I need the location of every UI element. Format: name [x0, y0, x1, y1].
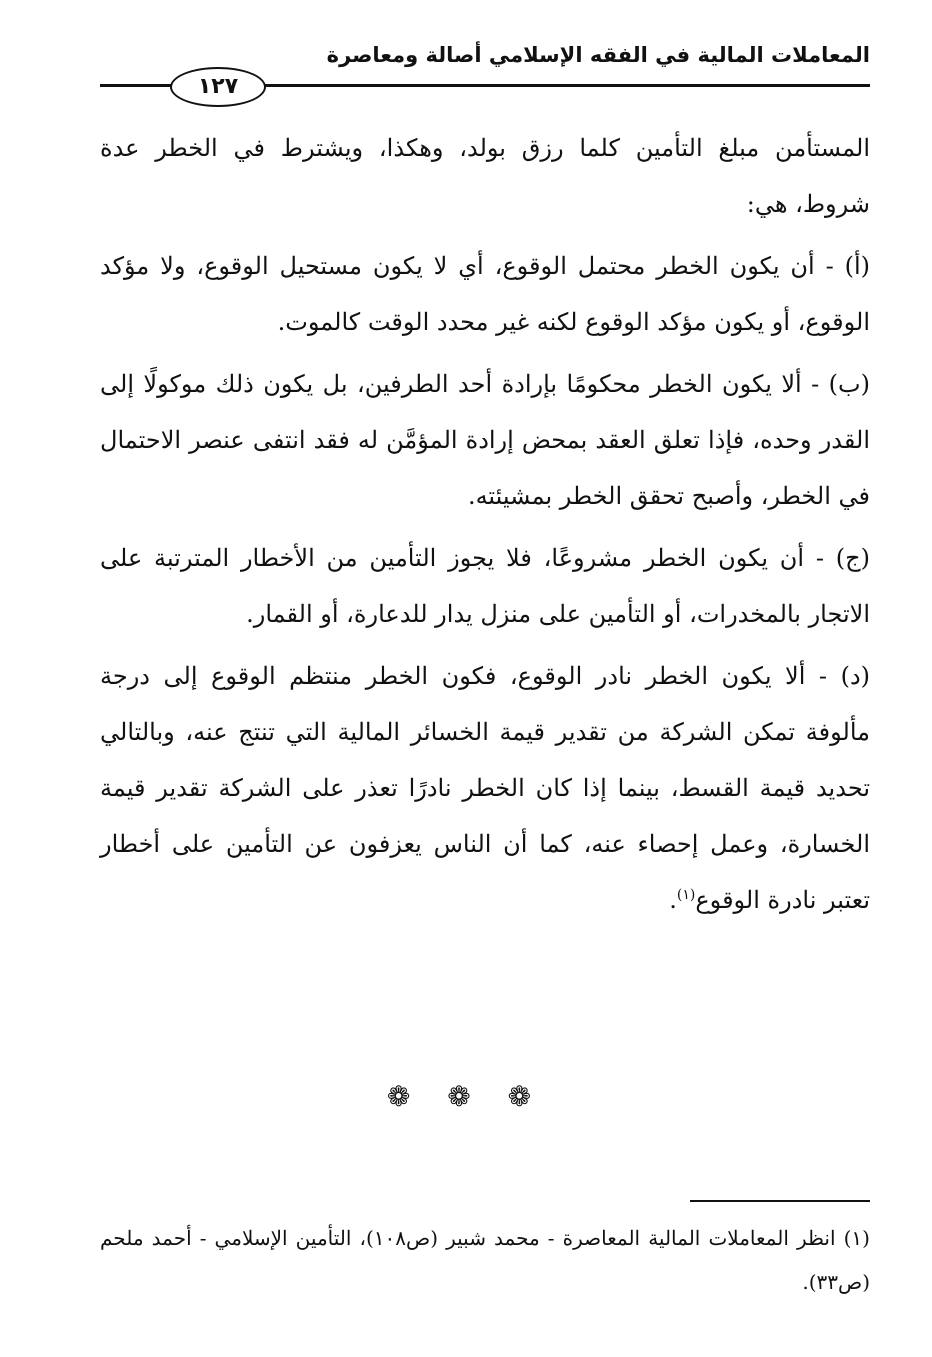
- page-header: [100, 40, 870, 99]
- section-separator-ornaments: ❁ ❁ ❁: [386, 1080, 546, 1113]
- running-title: المعاملات المالية في الفقه الإسلامي أصالة ومعاصرة: [326, 43, 870, 67]
- main-text: [100, 120, 870, 934]
- paragraph-condition-b: (ب) - ألا يكون الخطر محكومًا بإرادة أحد الطرفين، بل يكون ذلك موكولًا إلى القدر وحده، فإذا تعلق العقد بمحض إرادة المؤمَّن له فقد انتفى عنصر الاحتمال في الخطر، وأصبح تحقق الخطر بمشيئته.: [100, 370, 871, 510]
- paragraph-condition-c: (ج) - أن يكون الخطر مشروعًا، فلا يجوز التأمين من الأخطار المترتبة على الاتجار بالمخدرات، أو التأمين على منزل يدار للدعارة، أو القمار.: [100, 544, 870, 628]
- paragraph-condition-a: (أ) - أن يكون الخطر محتمل الوقوع، أي لا يكون مستحيل الوقوع، ولا مؤكد الوقوع، أو يكون مؤكد الوقوع لكنه غير محدد الوقت كالموت.: [100, 252, 870, 336]
- paragraph-end-period: .: [669, 886, 677, 914]
- paragraph-intro: المستأمن مبلغ التأمين كلما رزق بولد، وهكذا، ويشترط في الخطر عدة شروط، هي:: [100, 134, 870, 218]
- footnote-1: (١) انظر المعاملات المالية المعاصرة - محمد شبير (ص١٠٨)، التأمين الإسلامي - أحمد ملحم (ص٣٣).: [100, 1226, 870, 1294]
- page-number: ١٢٧: [170, 67, 266, 107]
- footnote-reference[interactable]: (١): [676, 887, 696, 903]
- footnotes: [100, 1216, 870, 1304]
- footnote-rule: [690, 1200, 870, 1202]
- paragraph-condition-d-text: (د) - ألا يكون الخطر نادر الوقوع، فكون الخطر منتظم الوقوع إلى درجة مألوفة تمكن الشركة من تقدير قيمة الخسائر المالية التي تنتج عنه، وبالتالي تحديد قيمة القسط، بينما إذا كان الخطر نادرًا تعذر على الشركة تقدير قيمة الخسارة، وعمل إحصاء عنه، كما أن الناس يعزفون عن التأمين على أخطار تعتبر نادرة الوقوع: [100, 662, 870, 914]
- paragraph-condition-d: [100, 648, 870, 928]
